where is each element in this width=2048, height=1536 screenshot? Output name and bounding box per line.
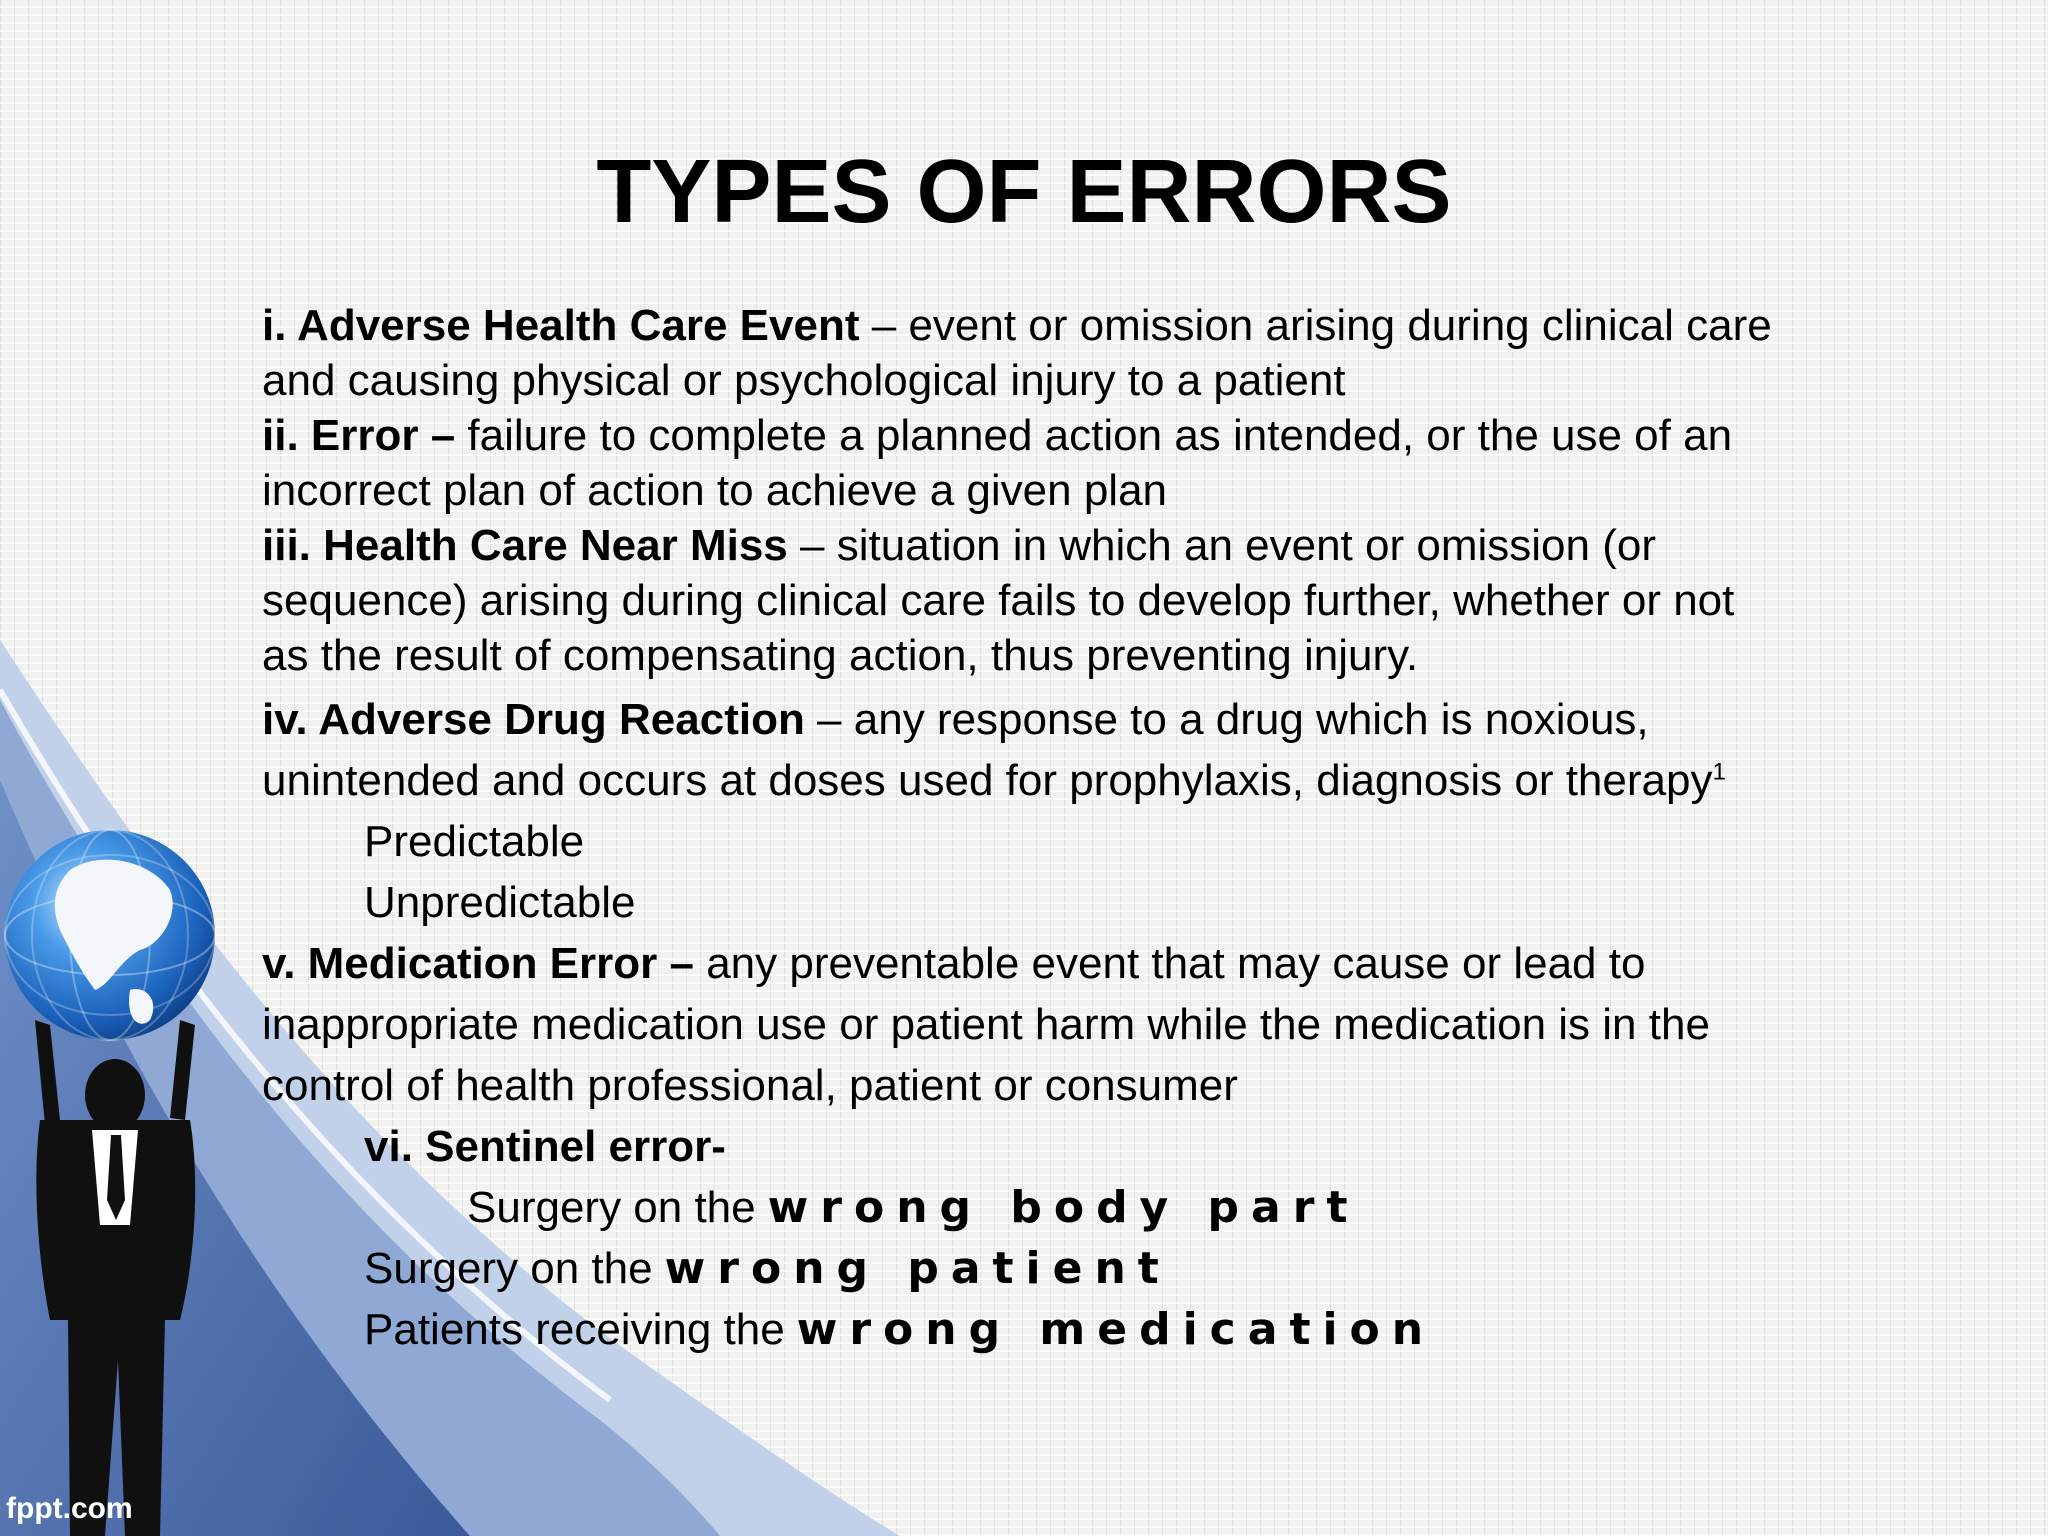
list-item-sentinel-error <box>262 1116 2022 1360</box>
sentinel-example-body-part <box>262 1177 2022 1238</box>
definition-text: any preventable event that may cause or lead to <box>693 939 1646 988</box>
term-label: vi. Sentinel error- <box>364 1122 726 1171</box>
term-separator: – <box>787 521 837 570</box>
example-prefix: Surgery on the <box>467 1183 756 1232</box>
definition-text: failure to complete a planned action as intended, or the use of an <box>455 411 1733 460</box>
definition-continued: incorrect plan of action to achieve a given plan <box>262 466 1168 515</box>
sentinel-example-medication <box>262 1299 2022 1360</box>
definition-text: any response to a drug which is noxious, <box>853 695 1649 744</box>
example-prefix: Surgery on the <box>364 1244 653 1293</box>
term-label: ii. Error – <box>262 411 456 460</box>
term-separator: – <box>859 301 909 350</box>
definition-text: situation in which an event or omission (or <box>836 521 1656 570</box>
example-prefix: Patients receiving the <box>364 1305 785 1354</box>
list-item-error <box>262 408 2022 518</box>
definition-continued: unintended and occurs at doses used for prophylaxis, diagnosis or therapy <box>262 756 1713 805</box>
definition-text: event or omission arising during clinical care <box>908 301 1772 350</box>
example-emphasis: wrong medication <box>796 1304 1436 1355</box>
content-body <box>262 298 2022 1360</box>
slide-title: TYPES OF ERRORS <box>596 142 1452 242</box>
subitem-predictable: Predictable <box>364 817 585 866</box>
definition-continued-2: as the result of compensating action, thus preventing injury. <box>262 631 1419 680</box>
subitem-unpredictable: Unpredictable <box>364 878 636 927</box>
term-label: iii. Health Care Near Miss <box>262 521 788 570</box>
list-item-near-miss <box>262 518 2022 683</box>
definition-continued-2: control of health professional, patient or consumer <box>262 1061 1238 1110</box>
list-item-adverse-event <box>262 298 2022 408</box>
definition-continued: and causing physical or psychological injury to a patient <box>262 356 1346 405</box>
sentinel-example-patient <box>262 1238 2022 1299</box>
watermark-text: fppt.com <box>6 1492 133 1525</box>
term-label: i. Adverse Health Care Event <box>262 301 860 350</box>
definition-continued: inappropriate medication use or patient harm while the medication is in the <box>262 1000 1710 1049</box>
list-item-adverse-drug-reaction <box>262 689 2022 933</box>
example-emphasis: wrong patient <box>664 1243 1171 1294</box>
term-separator: – <box>804 695 854 744</box>
globe-icon <box>5 830 215 1040</box>
example-emphasis: wrong body part <box>767 1182 1360 1233</box>
term-label: iv. Adverse Drug Reaction <box>262 695 805 744</box>
footnote-marker: 1 <box>1712 758 1726 786</box>
list-item-medication-error <box>262 933 2022 1116</box>
term-label: v. Medication Error – <box>262 939 694 988</box>
definition-continued: sequence) arising during clinical care fails to develop further, whether or not <box>262 576 1735 625</box>
